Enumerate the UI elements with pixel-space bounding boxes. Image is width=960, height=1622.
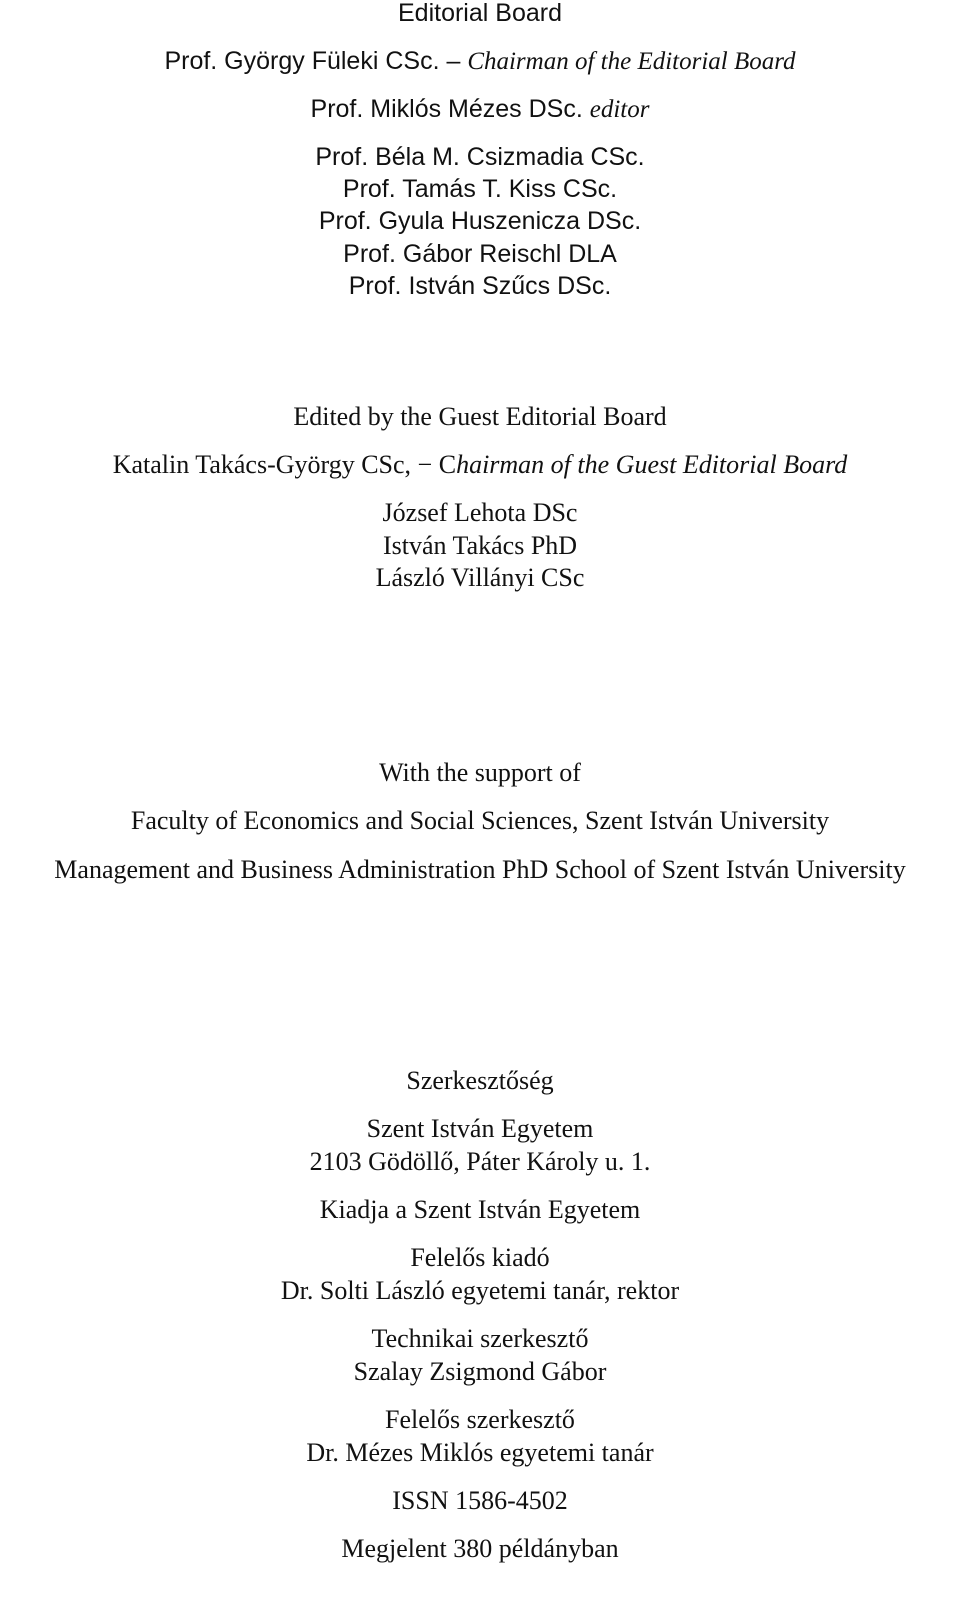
guest-chairman-name: Katalin Takács-György CSc, — [112, 450, 412, 479]
chairman-name: Prof. György Füleki CSc. — [164, 47, 440, 75]
office-heading: Szerkesztőség — [406, 1066, 554, 1095]
guest-chairman-role-initial: C — [438, 450, 457, 479]
print-run: Megjelent 380 példányban — [341, 1534, 619, 1563]
editorial-board-member: Prof. Béla M. Csizmadia CSc. — [315, 143, 645, 171]
support-line: Management and Business Administration PhD School of Szent István University — [54, 855, 906, 884]
responsible-publisher: Dr. Solti László egyetemi tanár, rektor — [280, 1276, 680, 1305]
editor-name: Prof. Miklós Mézes DSc. — [310, 95, 583, 123]
editorial-board-member: Prof. Gyula Huszenicza DSc. — [318, 207, 642, 235]
publisher: Kiadja a Szent István Egyetem — [319, 1195, 641, 1224]
editorial-board-member: Prof. Tamás T. Kiss CSc. — [342, 175, 618, 203]
responsible-editor: Dr. Mézes Miklós egyetemi tanár — [306, 1438, 654, 1467]
chairman-role: Chairman of the Editorial Board — [467, 48, 796, 75]
editorial-board-heading: Editorial Board — [398, 0, 562, 27]
responsible-publisher-label: Felelős kiadó — [410, 1243, 550, 1272]
office-address: 2103 Gödöllő, Páter Károly u. 1. — [309, 1147, 651, 1176]
responsible-editor-label: Felelős szerkesztő — [385, 1405, 575, 1434]
support-line: Faculty of Economics and Social Sciences, Szent István University — [130, 806, 830, 835]
guest-chairman-role: hairman of the Guest Editorial Board — [456, 450, 848, 479]
issn: ISSN 1586-4502 — [392, 1486, 568, 1515]
guest-board-member: József Lehota DSc — [382, 498, 578, 527]
editorial-board-member: Prof. Gábor Reischl DLA — [343, 240, 617, 268]
chairman-separator: – — [439, 47, 468, 75]
guest-board-member: László Villányi CSc — [375, 563, 585, 592]
editorial-board-member: Prof. István Szűcs DSc. — [348, 272, 612, 300]
editorial-board-chairman — [0, 45, 960, 78]
office-name: Szent István Egyetem — [366, 1114, 594, 1143]
editor-role: editor — [589, 96, 650, 123]
support-heading: With the support of — [379, 758, 581, 787]
guest-chairman-separator: − — [411, 450, 439, 479]
guest-board-heading: Edited by the Guest Editorial Board — [293, 402, 667, 431]
technical-editor-label: Technikai szerkesztő — [371, 1324, 589, 1353]
editorial-board-editor — [0, 93, 960, 126]
guest-board-member: István Takács PhD — [382, 531, 578, 560]
guest-board-chairman — [0, 449, 960, 481]
technical-editor: Szalay Zsigmond Gábor — [353, 1357, 607, 1386]
